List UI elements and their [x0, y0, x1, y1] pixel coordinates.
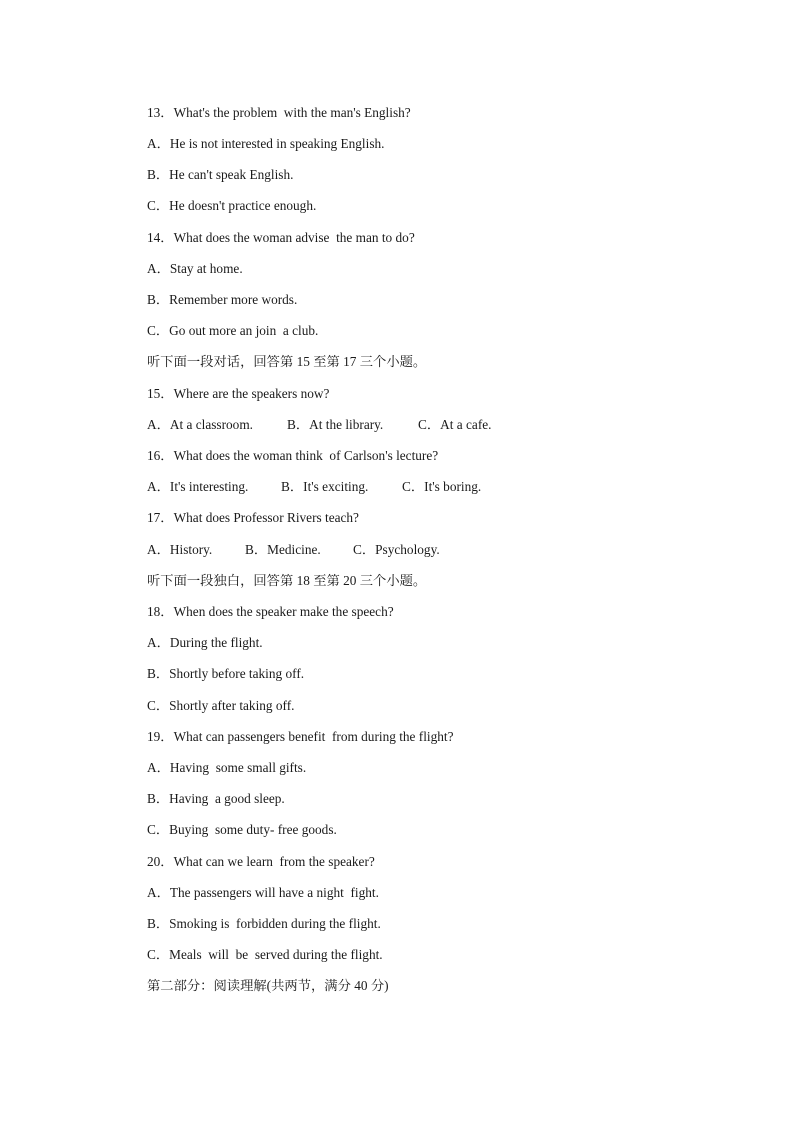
instruction-18-20: 听下面一段独白，回答第 18 至第 20 三个小题。 [147, 573, 427, 588]
q17-option-c: C．Psychology. [353, 542, 440, 557]
question-18: 18．When does the speaker make the speech? [147, 604, 394, 619]
q15-options [147, 416, 491, 434]
q20-option-a: A．The passengers will have a night fight. [147, 885, 379, 900]
q13-option-a: A．He is not interested in speaking English. [147, 136, 385, 151]
question-20: 20．What can we learn from the speaker? [147, 854, 375, 869]
instruction-15-17: 听下面一段对话，回答第 15 至第 17 三个小题。 [147, 354, 427, 369]
section-2-heading: 第二部分：阅读理解(共两节，满分 40 分) [147, 978, 389, 993]
q19-option-b: B．Having a good sleep. [147, 791, 285, 806]
q13-option-c: C．He doesn't practice enough. [147, 198, 317, 213]
q20-option-c: C．Meals will be served during the flight. [147, 947, 383, 962]
q16-options [147, 478, 481, 496]
q14-option-b: B．Remember more words. [147, 292, 298, 307]
q16-option-c: C．It's boring. [402, 479, 482, 494]
q20-option-b: B．Smoking is forbidden during the flight. [147, 916, 381, 931]
q17-options [147, 541, 440, 559]
q15-option-b: B．At the library. [287, 417, 384, 432]
q17-option-a: A．History. [147, 542, 213, 557]
q18-option-a: A．During the flight. [147, 635, 263, 650]
question-19: 19．What can passengers benefit from during the flight? [147, 729, 454, 744]
q18-option-c: C．Shortly after taking off. [147, 698, 295, 713]
q15-option-a: A．At a classroom. [147, 417, 253, 432]
q14-option-c: C．Go out more an join a club. [147, 323, 319, 338]
q19-option-c: C．Buying some duty- free goods. [147, 822, 337, 837]
q16-option-a: A．It's interesting. [147, 479, 249, 494]
question-14: 14．What does the woman advise the man to do? [147, 230, 415, 245]
q18-option-b: B．Shortly before taking off. [147, 666, 305, 681]
question-17: 17．What does Professor Rivers teach? [147, 510, 359, 525]
question-16: 16．What does the woman think of Carlson's lecture? [147, 448, 439, 463]
q14-option-a: A．Stay at home. [147, 261, 243, 276]
q13-option-b: B．He can't speak English. [147, 167, 294, 182]
q17-option-b: B．Medicine. [245, 542, 321, 557]
q16-option-b: B．It's exciting. [281, 479, 369, 494]
q15-option-c: C．At a cafe. [418, 417, 492, 432]
q19-option-a: A．Having some small gifts. [147, 760, 307, 775]
question-15: 15．Where are the speakers now? [147, 386, 330, 401]
question-13: 13．What's the problem with the man's English? [147, 105, 411, 120]
